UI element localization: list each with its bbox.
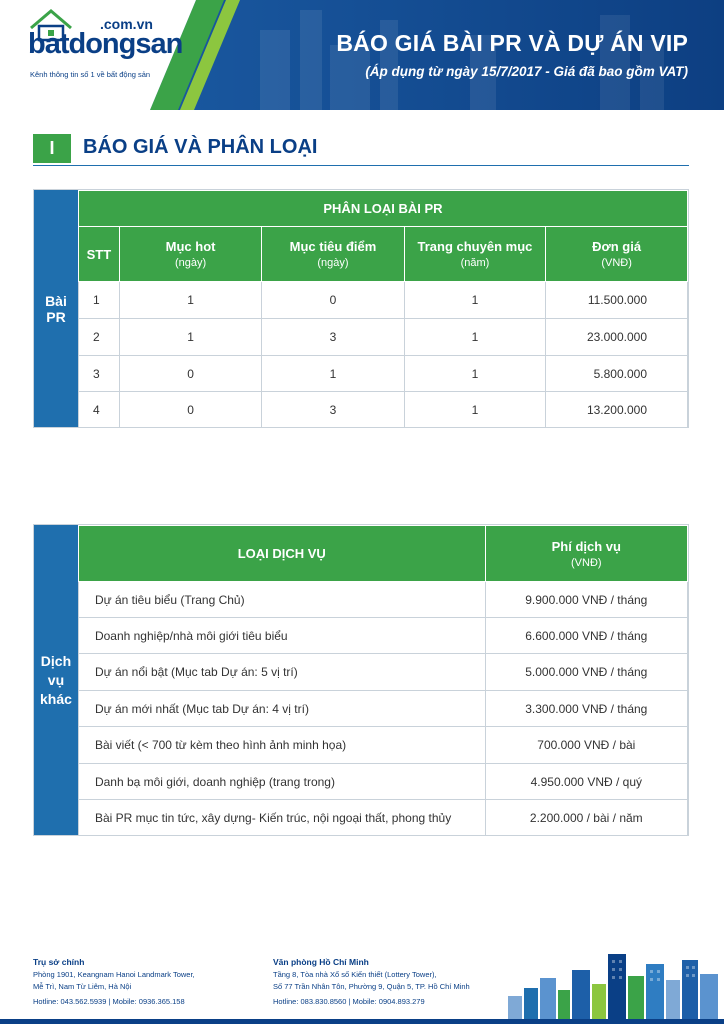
footer-hq-title: Trụ sở chính (33, 957, 85, 967)
service-pricing-table (33, 524, 689, 836)
table-row: Bài PR mục tin tức, xây dựng- Kiến trúc, nội ngoại thất, phong thủy 2.200.000 / bài / năm (78, 800, 687, 836)
footer-hq-address-2: Mễ Trì, Nam Từ Liêm, Hà Nội (33, 982, 132, 991)
pr-column-header-row (78, 227, 687, 282)
footer-hq-address-1: Phòng 1901, Keangnam Hanoi Landmark Tower, (33, 970, 195, 979)
page-footer (0, 950, 724, 1024)
page-title: BÁO GIÁ BÀI PR VÀ DỰ ÁN VIP (336, 30, 688, 56)
pr-side-label-line1: Bài (45, 292, 67, 309)
col-header-don-gia: Đơn giá (VNĐ) (546, 227, 688, 282)
service-side-label-line2: vụ (47, 671, 65, 688)
service-side-label-line3: khác (40, 690, 72, 707)
table-row: Dự án nổi bật (Mục tab Dự án: 5 vị trí) 5.000.000 VNĐ / tháng (78, 654, 687, 691)
pr-group-header: PHÂN LOẠI BÀI PR (78, 191, 687, 227)
logo-wordmark: batdongsan (28, 28, 183, 60)
service-header-row (78, 526, 687, 582)
footer-hcm-address-2: Số 77 Trần Nhân Tôn, Phường 9, Quận 5, TP. Hồ Chí Minh (273, 982, 470, 991)
pr-pricing-table (33, 189, 689, 428)
section-number: I (33, 134, 71, 163)
table-row: 4 0 3 1 13.200.000 (78, 392, 687, 428)
pr-side-label (34, 190, 78, 427)
section-heading (33, 134, 689, 166)
footer-bar (0, 1019, 724, 1024)
col-header-phi-dich-vu: Phí dịch vụ (VNĐ) (485, 526, 687, 582)
service-side-label (34, 525, 78, 835)
logo[interactable] (0, 0, 200, 110)
col-header-stt: STT (78, 227, 119, 282)
footer-hcm-address-1: Tầng 8, Tòa nhà Xổ số Kiến thiết (Lottery Tower), (273, 970, 437, 979)
pr-side-label-line2: PR (46, 308, 66, 325)
table-row: Dự án tiêu biểu (Trang Chủ) 9.900.000 VNĐ / tháng (78, 582, 687, 618)
table-row: 1 1 0 1 11.500.000 (78, 282, 687, 319)
table-row: 3 0 1 1 5.800.000 (78, 356, 687, 392)
logo-tagline: Kênh thông tin số 1 về bất động sản (30, 70, 151, 79)
pr-table (78, 190, 688, 428)
footer-hcm-phone: Hotline: 083.830.8560 | Mobile: 0904.893.279 (273, 997, 425, 1006)
city-skyline-illustration (500, 950, 724, 1024)
service-table (78, 525, 688, 836)
col-header-muc-tieu-diem: Mục tiêu điểm (ngày) (262, 227, 404, 282)
table-row: 2 1 3 1 23.000.000 (78, 319, 687, 356)
footer-hq-phone: Hotline: 043.562.5939 | Mobile: 0936.365.158 (33, 997, 185, 1006)
table-row: Bài viết (< 700 từ kèm theo hình ảnh minh họa) 700.000 VNĐ / bài (78, 727, 687, 764)
service-side-label-line1: Dịch (40, 652, 72, 669)
section-title: BÁO GIÁ VÀ PHÂN LOẠI (83, 136, 318, 158)
table-row: Danh bạ môi giới, doanh nghiệp (trang trong) 4.950.000 VNĐ / quý (78, 764, 687, 800)
col-header-muc-hot: Mục hot (ngày) (119, 227, 261, 282)
table-row: Dự án mới nhất (Mục tab Dự án: 4 vị trí) 3.300.000 VNĐ / tháng (78, 691, 687, 727)
page-subtitle: (Áp dụng từ ngày 15/7/2017 - Giá đã bao gồm VAT) (365, 64, 688, 79)
logo-domain: .com.vn (100, 16, 153, 32)
table-row: Doanh nghiệp/nhà môi giới tiêu biểu 6.600.000 VNĐ / tháng (78, 618, 687, 654)
col-header-loai-dich-vu: LOẠI DỊCH VỤ (78, 526, 485, 582)
footer-hcm (273, 956, 470, 1008)
col-header-trang-chuyen-muc: Trang chuyên mục (năm) (404, 227, 546, 282)
footer-hcm-title: Văn phòng Hồ Chí Minh (273, 957, 369, 967)
pr-group-header-row (78, 191, 687, 227)
page-header (0, 0, 724, 110)
footer-hq (33, 956, 195, 1008)
